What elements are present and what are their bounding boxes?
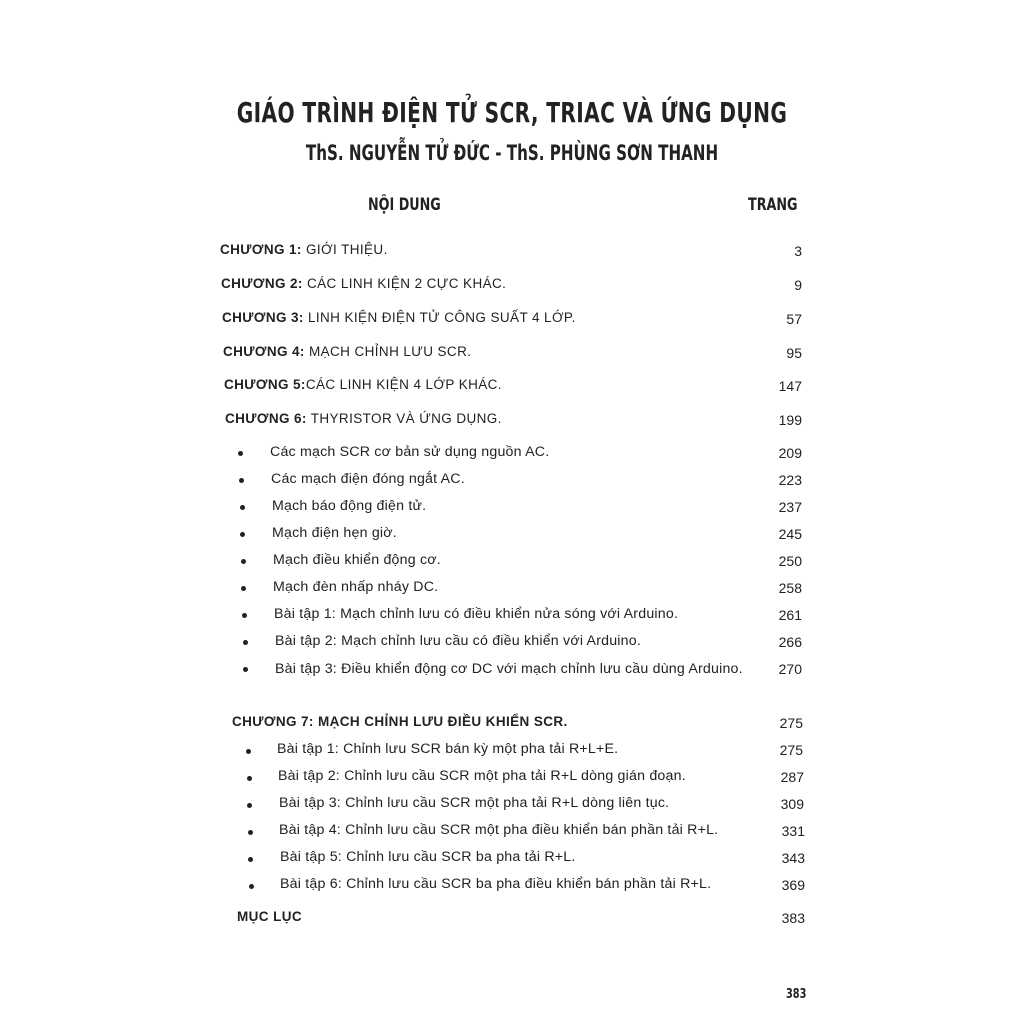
book-authors: ThS. NGUYỄN TỬ ĐỨC - ThS. PHÙNG SƠN THANH: [305, 141, 719, 165]
bullet-icon: [243, 640, 248, 645]
bullet-icon: [241, 559, 246, 564]
list-item-page: 287: [780, 769, 804, 785]
chapter-label: CHƯƠNG 3:: [222, 310, 304, 325]
list-item-page: 275: [779, 742, 803, 758]
chapter-label: CHƯƠNG 6:: [225, 411, 307, 426]
chapter-title: MẠCH CHỈNH LƯU SCR.: [304, 344, 472, 359]
bullet-icon: [240, 505, 245, 510]
chapter-6-entry: [225, 411, 502, 426]
bullet-icon: [241, 586, 246, 591]
chapter-title: LINH KIỆN ĐIỆN TỬ CÔNG SUẤT 4 LỚP.: [303, 310, 576, 325]
bullet-icon: [243, 667, 248, 672]
chapter-3-page: 57: [786, 311, 802, 327]
footer-page-number: 383: [786, 987, 807, 1002]
list-item-page: 270: [778, 661, 802, 677]
list-item: Bài tập 1: Mạch chỉnh lưu có điều khiển nửa sóng với Arduino.: [274, 606, 679, 622]
index-entry: [237, 909, 302, 924]
list-item: Bài tập 2: Mạch chỉnh lưu cầu có điều khiển với Arduino.: [275, 633, 641, 649]
list-item-page: 266: [778, 634, 802, 650]
bullet-icon: [248, 857, 253, 862]
chapter-1-page: 3: [794, 243, 802, 259]
bullet-icon: [238, 451, 243, 456]
chapter-label: CHƯƠNG 1:: [220, 242, 302, 257]
chapter-7-entry: [232, 714, 568, 729]
chapter-title: CÁC LINH KIỆN 4 LỚP KHÁC.: [305, 377, 502, 392]
chapter-title: CÁC LINH KIỆN 2 CỰC KHÁC.: [302, 276, 507, 291]
list-item: Bài tập 6: Chỉnh lưu cầu SCR ba pha điều khiển bán phần tải R+L.: [280, 876, 712, 892]
bullet-icon: [242, 613, 247, 618]
list-item-page: 250: [778, 553, 802, 569]
list-item-page: 258: [778, 580, 802, 596]
book-title: GIÁO TRÌNH ĐIỆN TỬ SCR, TRIAC VÀ ỨNG DỤNG: [236, 96, 788, 129]
chapter-5-entry: [224, 377, 502, 392]
list-item-page: 369: [781, 877, 805, 893]
list-item: Bài tập 3: Chỉnh lưu cầu SCR một pha tải R+L dòng liên tục.: [279, 795, 670, 811]
chapter-4-page: 95: [786, 345, 802, 361]
bullet-icon: [248, 830, 253, 835]
list-item-page: 245: [778, 526, 802, 542]
list-item-page: 237: [778, 499, 802, 515]
list-item: Các mạch điện đóng ngắt AC.: [271, 471, 465, 487]
chapter-1-entry: [220, 242, 388, 257]
list-item-page: 261: [778, 607, 802, 623]
chapter-title: MẠCH CHỈNH LƯU ĐIỀU KHIỂN SCR.: [313, 714, 568, 729]
bullet-icon: [240, 532, 245, 537]
bullet-icon: [247, 776, 252, 781]
list-item-page: 209: [778, 445, 802, 461]
list-item-page: 343: [781, 850, 805, 866]
list-item: Mạch báo động điện tử.: [272, 498, 427, 514]
list-item-page: 309: [780, 796, 804, 812]
chapter-2-page: 9: [794, 277, 802, 293]
bullet-icon: [249, 884, 254, 889]
chapter-4-entry: [223, 344, 471, 359]
chapter-label: CHƯƠNG 5:: [224, 377, 306, 392]
chapter-label: CHƯƠNG 4:: [223, 344, 305, 359]
bullet-icon: [239, 478, 244, 483]
chapter-5-page: 147: [778, 378, 802, 394]
chapter-label: CHƯƠNG 7:: [232, 714, 314, 729]
list-item: Bài tập 5: Chỉnh lưu cầu SCR ba pha tải R+L.: [280, 849, 576, 865]
chapter-3-entry: [222, 310, 576, 325]
list-item: Bài tập 4: Chỉnh lưu cầu SCR một pha điều khiển bán phần tải R+L.: [279, 822, 719, 838]
list-item: Bài tập 2: Chỉnh lưu cầu SCR một pha tải R+L dòng gián đoạn.: [278, 768, 686, 784]
chapter-title: THYRISTOR VÀ ỨNG DỤNG.: [306, 411, 502, 426]
page-column-header: TRANG: [748, 195, 798, 215]
list-item: Mạch điều khiển động cơ.: [273, 552, 441, 568]
index-label: MỤC LỤC: [237, 909, 303, 924]
list-item-page: 223: [778, 472, 802, 488]
list-item: Các mạch SCR cơ bản sử dụng nguồn AC.: [270, 444, 550, 460]
list-item: Bài tập 3: Điều khiển động cơ DC với mạch chỉnh lưu cầu dùng Arduino.: [275, 661, 743, 677]
chapter-7-page: 275: [779, 715, 803, 731]
list-item-page: 331: [781, 823, 805, 839]
bullet-icon: [246, 749, 251, 754]
list-item: Mạch đèn nhấp nháy DC.: [273, 579, 439, 595]
index-page: 383: [781, 910, 805, 926]
chapter-6-page: 199: [778, 412, 802, 428]
bullet-icon: [247, 803, 252, 808]
chapter-title: GIỚI THIỆU.: [301, 242, 388, 257]
list-item: Bài tập 1: Chỉnh lưu SCR bán kỳ một pha tải R+L+E.: [277, 741, 619, 757]
chapter-label: CHƯƠNG 2:: [221, 276, 303, 291]
chapter-2-entry: [221, 276, 506, 291]
content-column-header: NỘI DUNG: [368, 195, 441, 215]
list-item: Mạch điện hẹn giờ.: [272, 525, 397, 541]
